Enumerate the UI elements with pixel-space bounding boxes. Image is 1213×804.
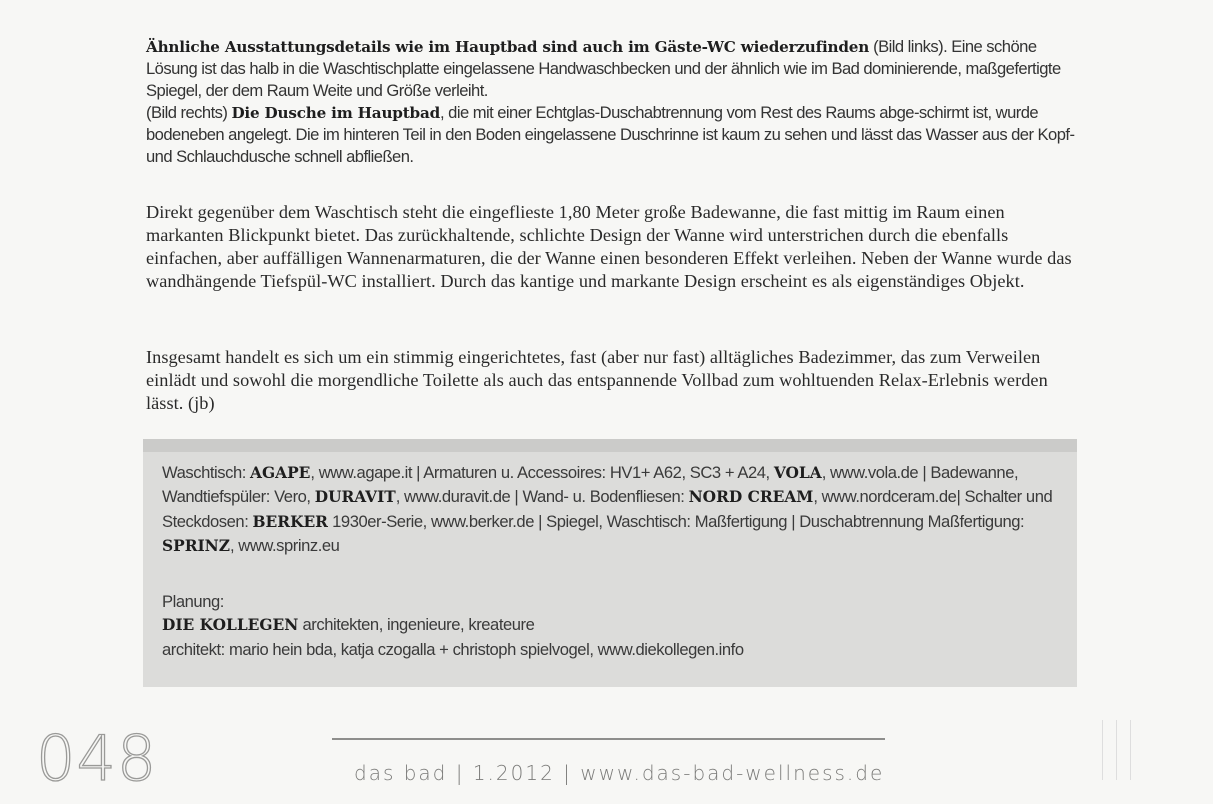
margin-marks [1102,720,1142,780]
article-paragraph-3: Insgesamt handelt es sich um ein stimmig eingerichtetes, fast (aber nur fast) alltägliches Badezimmer, das zum Verweilen einlädt und sowohl die morgendliche Toilette als auch das entspannende Vollbad zum wohltuenden Relax-Erlebnis werden lässt. (jb) [146,347,1048,413]
page-number: 048 [36,722,158,795]
firm-name: DIE KOLLEGEN [162,616,299,635]
brand-name: VOLA [773,464,822,482]
planning-credits [162,590,1067,661]
article-paragraph-2: Direkt gegenüber dem Waschtisch steht die eingeflieste 1,80 Meter große Badewanne, die fast mittig im Raum einen markanten Blickpunkt bietet. Das zurückhaltende, schlichte Design der Wanne wird unterstrichen durch die ebenfalls einfachen, aber auffälligen Wannenarmaturen, die der Wanne einen besonderen Effekt verleihen. Neben der Wanne wurde das wandhängende Tiefspül-WC installiert. Durch das kantige und markante Design erscheint es als eigenständiges Objekt. [146,202,1072,291]
credit-text: Waschtisch: [162,463,251,482]
article-paragraph-1 [146,36,1082,168]
brand-name: DURAVIT [314,488,396,507]
credit-text: , www.agape.it | Armaturen u. Accessoires: HV1+ A62, SC3 + A24, [310,463,774,482]
brand-name: SPRINZ [162,536,230,555]
brand-name: BERKER [252,512,328,531]
paragraph-text: (Bild rechts) [146,103,232,122]
planning-label: Planung: [162,592,224,611]
product-credits [162,461,1067,558]
paragraph-text: , die mit einer Echtglas-Duschabtrennung vom Rest des Raums abge-schirmt ist, wurde bodeneben angelegt. Die im hinteren Teil in den Boden eingelassene Duschrinne ist kaum zu sehen und lässt das Wasser aus der Kopf- und Schlauchdusche schnell abfließen. [146,103,1075,166]
planning-firm-line [162,613,1067,637]
magazine-footer: das bad | 1.2012 | www.das-bad-wellness.de [354,761,885,785]
subheading-shower: Die Dusche im Hauptbad [231,104,441,122]
subheading-guest-wc: Ähnliche Ausstattungsdetails wie im Hauptbad sind auch im Gäste-WC wiederzufinden [146,38,870,56]
paragraph-text: (Bild links). Eine schöne Lösung ist das halb in die Waschtischplatte eingelassene Handwaschbecken und der ähnlich wie im Bad dominierende, maßgefertigte Spiegel, der dem Raum Weite und Größe verleiht. [146,37,1061,100]
credit-text: , www.nordceram.de| Schalter und Steckdosen: [162,487,1053,531]
architects-line: architekt: mario hein bda, katja czogalla + christoph spielvogel, www.diekollegen.info [162,639,744,659]
brand-name: NORD CREAM [688,488,814,507]
footer-divider [332,738,885,740]
credit-text: , www.vola.de | Badewanne, Wandtiefspüler: Vero, [162,463,1019,507]
credit-text: , www.sprinz.eu [229,535,340,555]
firm-description: architekten, ingenieure, kreateure [298,615,535,635]
credit-text: 1930er-Serie, www.berker.de | Spiegel, Waschtisch: Maßfertigung | Duschabtrennung Maßfertigung: [327,511,1025,531]
brand-name: AGAPE [250,464,311,482]
credit-text: , www.duravit.de | Wand- u. Bodenfliesen: [395,487,689,507]
